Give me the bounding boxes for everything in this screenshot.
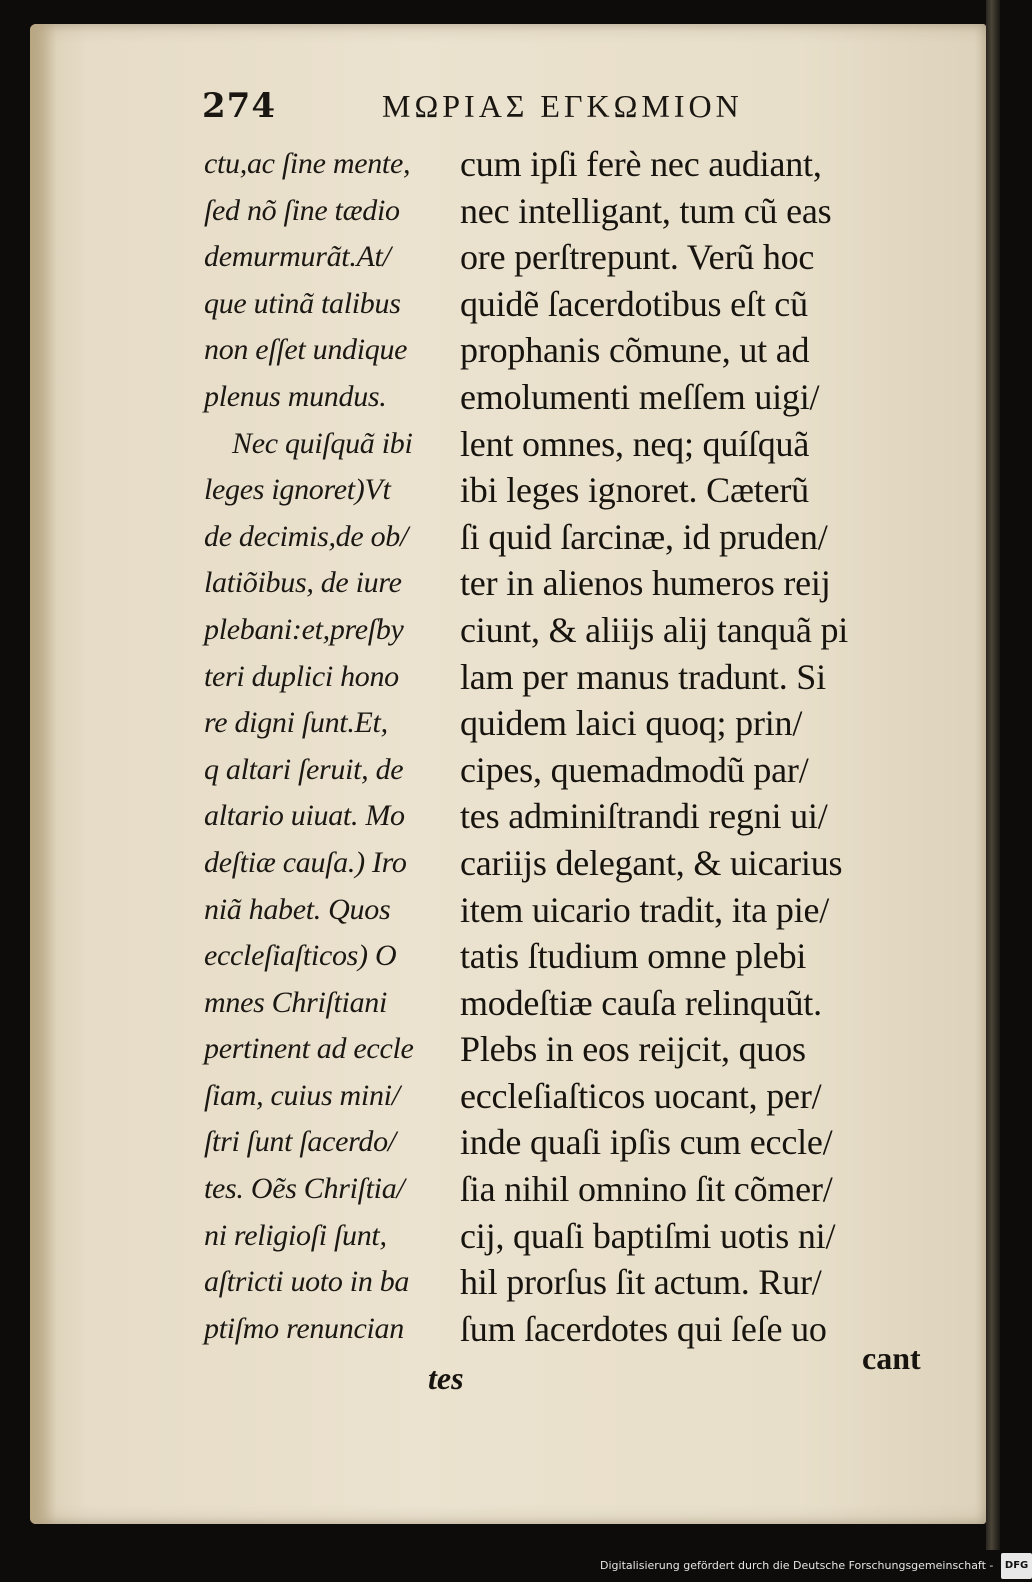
text-line: inde quaſi ipſis cum eccle/ xyxy=(460,1122,833,1163)
text-line: ſum ſacerdotes qui ſeſe uo xyxy=(460,1308,827,1349)
credit-text: Digitalisierung gefördert durch die Deutsche Forschungsgemeinschaft - xyxy=(600,1559,994,1572)
page-number: 274 xyxy=(202,86,276,126)
text-line: nec intelligant, tum cũ eas xyxy=(460,190,832,231)
margin-note-line: altario uiuat. Mo xyxy=(204,799,405,833)
dfg-logo-icon: DFG xyxy=(1001,1553,1032,1579)
text-line: tatis ſtudium omne plebi xyxy=(460,936,807,977)
text-line: lam per manus tradunt. Si xyxy=(460,656,826,697)
text-line: cariĳs delegant, & uicarius xyxy=(460,842,843,883)
margin-note-line: ſed nõ ſine tædio xyxy=(204,193,400,227)
text-line: ibi leges ignoret. Cæterũ xyxy=(460,470,809,511)
margin-note-line: ſtri ſunt ſacerdo/ xyxy=(204,1125,396,1159)
margin-note-line: plebani:et,preſby xyxy=(204,612,404,646)
margin-note-line: ni religioſi ſunt, xyxy=(204,1218,387,1252)
text-line: prophanis cõmune, ut ad xyxy=(460,330,810,371)
text-line: item uicario tradit, ita pie/ xyxy=(460,889,830,930)
margin-note-line: Nec quiſquã ibi xyxy=(232,426,413,460)
margin-note-line: plenus mundus. xyxy=(204,379,387,413)
catchword-margin: tes xyxy=(428,1360,464,1396)
margin-note-line: ctu,ac ſine mente, xyxy=(204,147,411,180)
page-edge xyxy=(986,0,1000,1550)
text-line: lent omnes, neq; quíſquã xyxy=(460,423,810,464)
digitization-credit xyxy=(600,1553,1029,1577)
main-text-column xyxy=(460,141,930,1352)
text-line: cum ipſi ferè nec audiant, xyxy=(460,144,822,184)
margin-note-line: eccleſiaſticos) O xyxy=(204,939,397,973)
text-line: hil prorſus ſit actum. Rur/ xyxy=(460,1262,822,1303)
catchword-main: cant xyxy=(862,1340,921,1376)
running-head: ΜΩΡΙΑΣ ΕΓΚΩΜΙΟΝ xyxy=(382,88,743,124)
text-line: modeſtiæ cauſa relinquũt. xyxy=(460,982,822,1023)
margin-note-line: demurmurãt.At/ xyxy=(204,240,391,274)
text-line: quidem laici quoq; prin/ xyxy=(460,703,803,744)
marginal-notes xyxy=(204,141,466,1352)
margin-note-line: ptiſmo renuncian xyxy=(204,1311,404,1345)
text-line: tes adminiſtrandi regni ui/ xyxy=(460,796,828,837)
margin-note-line: re digni ſunt.Et, xyxy=(204,706,388,740)
text-line: ſi quid ſarcinæ, id pruden/ xyxy=(460,516,828,557)
margin-note-line: mnes Chriſtiani xyxy=(204,985,388,1019)
margin-note-line: aſtricti uoto in ba xyxy=(204,1265,410,1299)
text-line: quidẽ ſacerdotibus eſt cũ xyxy=(460,283,808,324)
page-header xyxy=(202,86,822,136)
text-line: ter in alienos humeros reĳ xyxy=(460,563,831,604)
text-line: ſia nihil omnino ſit cõmer/ xyxy=(460,1169,833,1210)
margin-note-line: niã habet. Quos xyxy=(204,892,391,926)
margin-note-line: q altari ſeruit, de xyxy=(204,752,404,786)
margin-note-line: ſiam, cuius mini/ xyxy=(204,1078,400,1112)
text-line: eccleſiaſticos uocant, per/ xyxy=(460,1075,822,1116)
text-line: ore perſtrepunt. Verũ hoc xyxy=(460,237,815,278)
margin-note-line: deſtiæ cauſa.) Iro xyxy=(204,845,407,879)
margin-note-line: tes. Oẽs Chriſtia/ xyxy=(204,1172,405,1206)
margin-note-line: leges ignoret)Vt xyxy=(204,473,391,507)
text-line: cĳ, quaſi baptiſmi uotis ni/ xyxy=(460,1215,836,1256)
text-line: cipes, quemadmodũ par/ xyxy=(460,749,809,790)
margin-note-line: pertinent ad eccle xyxy=(204,1032,414,1066)
text-line: Plebs in eos reĳcit, quos xyxy=(460,1029,806,1070)
margin-note-line: latiõibus, de iure xyxy=(204,566,402,600)
margin-note-line: teri duplici hono xyxy=(204,659,399,693)
text-line: emolumenti meſſem uigi/ xyxy=(460,376,820,417)
text-line: ciunt, & aliĳs alĳ tanquã pi xyxy=(460,609,849,650)
margin-note-line: que utinã talibus xyxy=(204,286,401,320)
margin-note-line: de decimis,de ob/ xyxy=(204,519,409,553)
margin-note-line: non eſſet undique xyxy=(204,333,408,367)
